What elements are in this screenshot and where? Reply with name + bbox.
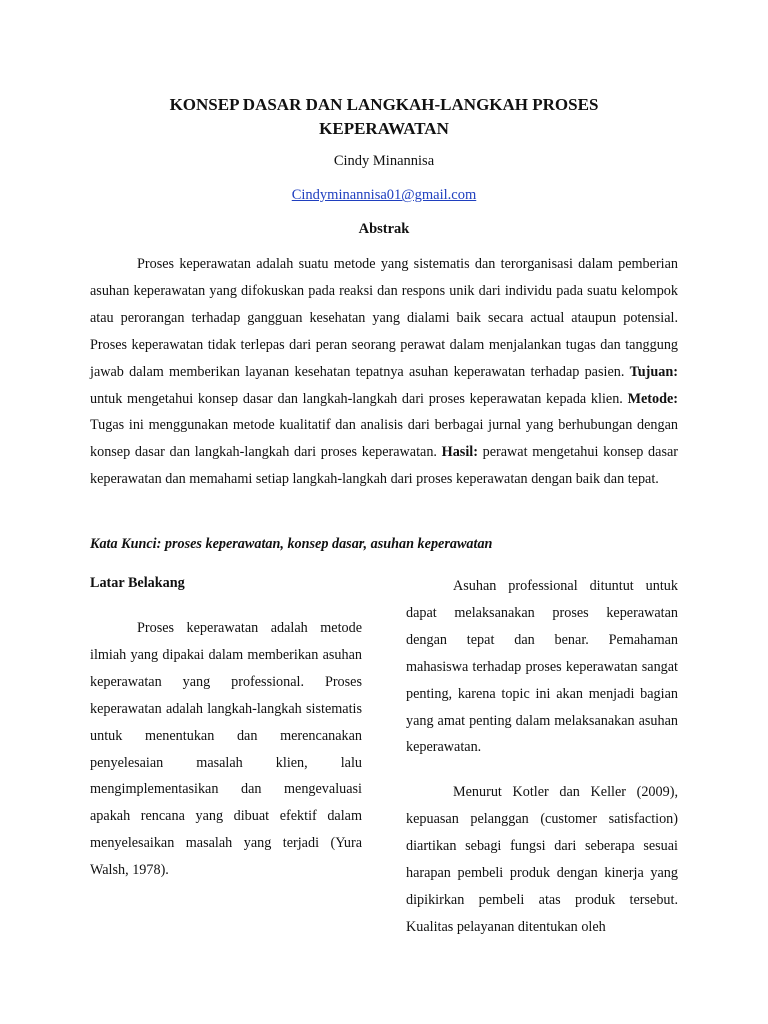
right-column-paragraph-2: Menurut Kotler dan Keller (2009), kepuasan pelanggan (customer satisfaction) diartikan sebagi fungsi dari seberapa sesuai harapan pembeli produk dengan kinerja yang dipikirkan pembeli atas produk tersebut. Kualitas pelayanan ditentukan oleh [406,784,678,935]
left-column-paragraph: Proses keperawatan adalah metode ilmiah yang dipakai dalam memberikan asuhan keperawatan yang professional. Proses keperawatan adalah langkah-langkah sistematis untuk menentukan dan merencanakan penyelesaian masalah klien, lalu mengimplementasikan dan mengevaluasi apakah rencana yang dibuat efektif dalam menyelesaikan masalah yang terjadi (Yura Walsh, 1978). [90,620,362,879]
abstract-hasil-text: perawat mengetahui konsep dasar keperawatan dan memahami setiap langkah-langkah dari proses keperawatan dengan baik dan tepat. [90,444,678,488]
paper-title-line-1: KONSEP DASAR DAN LANGKAH-LANGKAH PROSES [169,95,599,114]
author-name: Cindy Minannisa [333,153,435,169]
abstract-metode-label: Metode: [627,390,678,407]
abstract-tujuan-text: untuk mengetahui konsep dasar dan langkah-langkah dari proses keperawatan kepada klien. [90,390,628,407]
author-email-line [0,187,768,204]
abstract-paragraph [90,251,678,493]
abstract-tujuan-label: Tujuan: [629,363,678,380]
right-column [406,573,678,941]
paper-title-line-2: KEPERAWATAN [319,119,449,138]
right-column-paragraph-1: Asuhan professional dituntut untuk dapat melaksanakan proses keperawatan dengan tepat dan benar. Pemahaman mahasiswa terhadap proses keperawatan sangat penting, karena topic ini akan menjadi bagian yang amat penting dalam melaksanakan asuhan keperawatan. [406,578,678,756]
abstract-body [90,251,678,493]
author-email-link[interactable]: Cindyminannisa01@gmail.com [291,187,477,203]
abstract-hasil-label: Hasil: [441,444,478,461]
paper-title [90,93,678,141]
section-heading-latar-belakang: Latar Belakang [90,575,185,591]
abstract-intro: Proses keperawatan adalah suatu metode yang sistematis dan terorganisasi dalam pemberian asuhan keperawatan yang difokuskan pada reaksi dan respons unik dari individu pada suatu kelompok atau perorangan terhadap gangguan kesehatan yang dialami baik secara actual ataupun potensial. Proses keperawatan tidak terlepas dari peran seorang perawat dalam menjalankan tugas dan tanggung jawab dalam memberikan layanan kesehatan tepatnya asuhan keperawatan terhadap pasien. [90,256,678,380]
abstract-metode-text: Tugas ini menggunakan metode kualitatif dan analisis dari berbagai jurnal yang berhubungan dengan konsep dasar dan langkah-langkah dari proses keperawatan. [90,417,678,461]
left-column [90,573,362,884]
keywords: Kata Kunci: proses keperawatan, konsep dasar, asuhan keperawatan [90,536,493,552]
abstract-heading: Abstrak [358,221,410,237]
